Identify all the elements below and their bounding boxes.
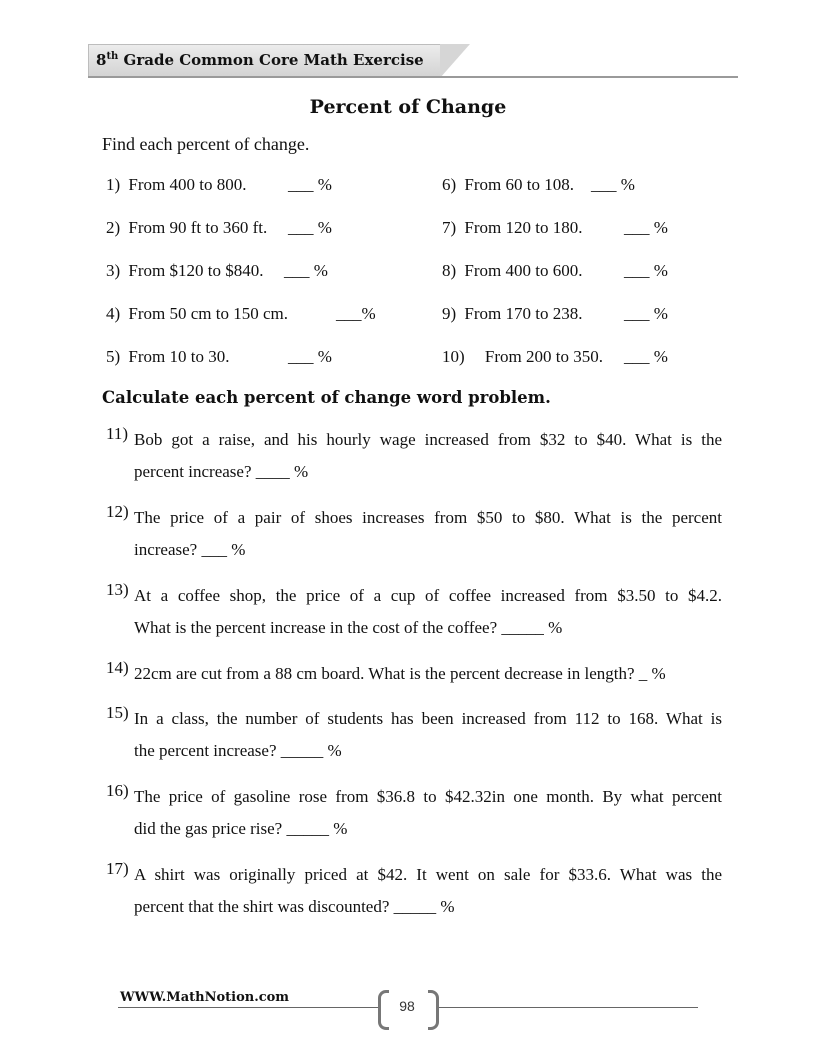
- problem-text-line: percent increase? ____ %: [134, 462, 309, 481]
- header-title-text: Grade Common Core Math Exercise: [118, 51, 424, 69]
- problem-number: 15): [106, 703, 129, 722]
- problem-number: 16): [106, 781, 129, 800]
- section-heading: Calculate each percent of change word problem.: [102, 388, 551, 407]
- problem-text-line: The price of a pair of shoes increases from $50 to $80. What is the percent: [134, 508, 722, 527]
- problem-number: 6): [442, 175, 457, 194]
- problem-number: 10): [442, 347, 465, 366]
- page-title: Percent of Change: [309, 96, 507, 118]
- problem-number: 1): [106, 175, 121, 194]
- footer-rule-right: [438, 1007, 698, 1008]
- problem-text: From 170 to 238.: [464, 304, 583, 323]
- problem-text: From 120 to 180.: [464, 218, 583, 237]
- problem-3: [106, 261, 263, 281]
- word-problem-11: [106, 424, 722, 488]
- problem-number: 12): [106, 502, 129, 521]
- problem-text-line: percent that the shirt was discounted? _____ %: [134, 897, 455, 916]
- problem-text-line: At a coffee shop, the price of a cup of coffee increased from $3.50 to $4.2.: [134, 586, 722, 605]
- problem-text-line: The price of gasoline rose from $36.8 to $42.32in one month. By what percent: [134, 787, 722, 806]
- header-grade-suffix: th: [106, 51, 119, 62]
- answer-blank-8[interactable]: ___ %: [624, 261, 668, 280]
- problem-number: 2): [106, 218, 121, 237]
- problem-text-line: did the gas price rise? _____ %: [134, 819, 348, 838]
- problem-text: From 400 to 800.: [128, 175, 247, 194]
- problem-text-line: 22cm are cut from a 88 cm board. What is the percent decrease in length? _ %: [134, 664, 666, 683]
- problem-text-line: What is the percent increase in the cost of the coffee? _____ %: [134, 618, 563, 637]
- problem-text: From 10 to 30.: [128, 347, 230, 366]
- answer-blank-10[interactable]: ___ %: [624, 347, 668, 366]
- problem-text-line: the percent increase? _____ %: [134, 741, 342, 760]
- problem-text: From 400 to 600.: [464, 261, 583, 280]
- problem-text-line: In a class, the number of students has been increased from 112 to 168. What is: [134, 709, 722, 728]
- word-problem-13: [106, 580, 722, 644]
- problem-number: 11): [106, 424, 129, 443]
- problem-text: From 60 to 108.: [464, 175, 574, 194]
- problem-text: From 200 to 350.: [484, 347, 603, 366]
- answer-blank-9[interactable]: ___ %: [624, 304, 668, 323]
- answer-blank-7[interactable]: ___ %: [624, 218, 668, 237]
- problem-number: 7): [442, 218, 457, 237]
- problem-8: [442, 261, 582, 281]
- problem-number: 17): [106, 859, 129, 878]
- problem-5: [106, 347, 229, 367]
- word-problem-15: [106, 703, 722, 767]
- page-number: 98: [399, 998, 415, 1014]
- answer-blank-2[interactable]: ___ %: [288, 218, 332, 237]
- problem-9: [442, 304, 582, 324]
- footer-rule-left: [118, 1007, 380, 1008]
- answer-blank-3[interactable]: ___ %: [284, 261, 328, 280]
- problem-number: 9): [442, 304, 457, 323]
- problem-number: 14): [106, 658, 129, 677]
- problem-number: 13): [106, 580, 129, 599]
- instructions: Find each percent of change.: [102, 134, 310, 154]
- answer-blank-1[interactable]: ___ %: [288, 175, 332, 194]
- word-problem-12: [106, 502, 722, 566]
- header-grade: 8: [96, 51, 107, 69]
- page-number-bracket-right: [428, 990, 439, 1030]
- problem-number: 4): [106, 304, 121, 323]
- problem-7: [442, 218, 582, 238]
- problem-text-line: Bob got a raise, and his hourly wage increased from $32 to $40. What is the: [134, 430, 722, 449]
- problem-text-line: increase? ___ %: [134, 540, 246, 559]
- problem-number: 3): [106, 261, 121, 280]
- footer-website: WWW.MathNotion.com: [120, 990, 290, 1005]
- word-problem-16: [106, 781, 722, 845]
- header-tab-slant: [440, 44, 470, 78]
- problem-4: [106, 304, 288, 324]
- problem-6: [442, 175, 574, 195]
- problem-text: From $120 to $840.: [128, 261, 264, 280]
- header-rule: [88, 76, 738, 78]
- answer-blank-4[interactable]: ___%: [336, 304, 376, 323]
- problem-2: [106, 218, 267, 238]
- answer-blank-5[interactable]: ___ %: [288, 347, 332, 366]
- problem-text: From 90 ft to 360 ft.: [128, 218, 268, 237]
- problem-number: 5): [106, 347, 121, 366]
- problem-text: From 50 cm to 150 cm.: [128, 304, 289, 323]
- problem-10: [442, 347, 603, 367]
- problem-number: 8): [442, 261, 457, 280]
- problem-1: [106, 175, 246, 195]
- word-problem-14: [106, 658, 722, 690]
- problem-text-line: A shirt was originally priced at $42. It went on sale for $33.6. What was the: [134, 865, 722, 884]
- word-problem-17: [106, 859, 722, 923]
- header-title: [96, 51, 424, 69]
- answer-blank-6[interactable]: ___ %: [591, 175, 635, 194]
